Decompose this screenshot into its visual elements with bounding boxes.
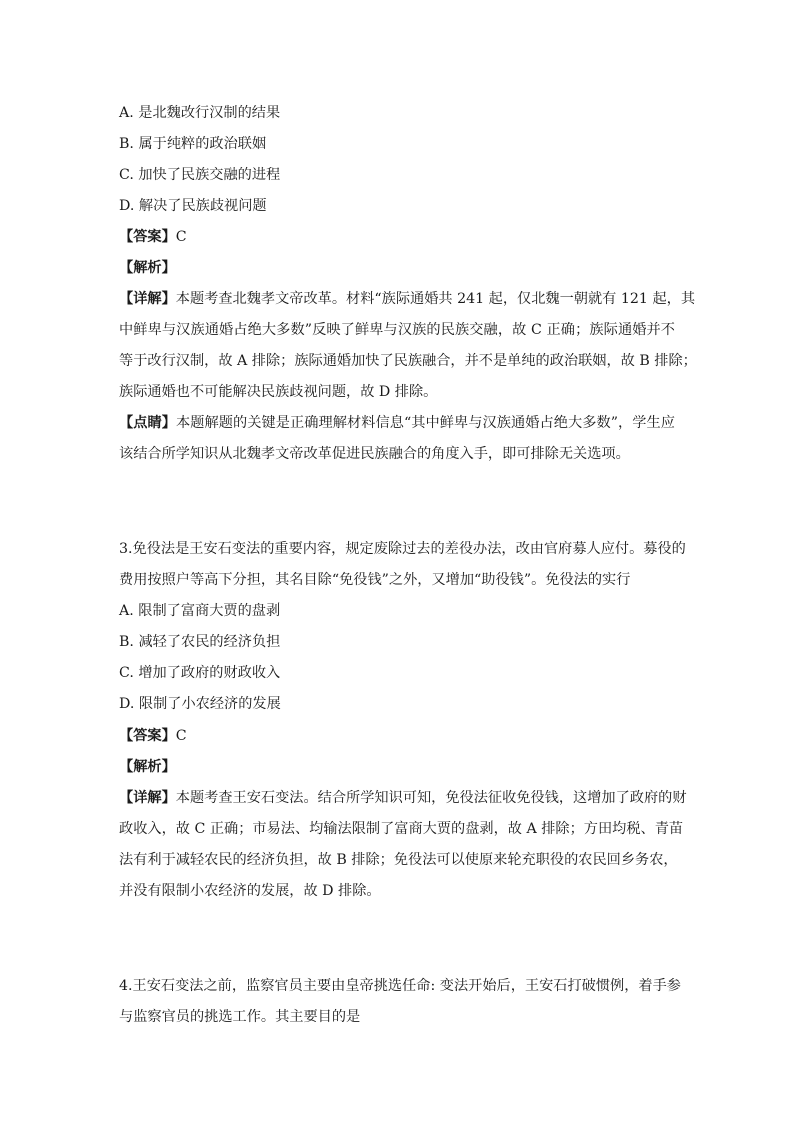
q2-answer-value: C [175, 229, 187, 245]
q3-analysis-tag: 【解析】 [119, 759, 176, 775]
q2-answer-tag: 【答案】 [119, 229, 176, 245]
q2-detail-line-3: 等于改行汉制，故 A 排除；族际通婚加快了民族融合，并不是单纯的政治联姻，故 B 排除； [119, 353, 697, 369]
q3-option-d: D. 限制了小农经济的发展 [119, 696, 281, 712]
q3-stem-line-2: 费用按照户等高下分担，其名目除“免役钱”之外，又增加“助役钱”。免役法的实行 [119, 572, 631, 588]
q2-option-a: A. 是北魏改行汉制的结果 [119, 105, 281, 121]
q3-option-c: C. 增加了政府的财政收入 [119, 665, 281, 681]
q2-detail-text-1: 本题考查北魏孝文帝改革。材料“族际通婚共 241 起，仅北魏一朝就有 121 起，其 [175, 291, 696, 307]
q2-option-d: D. 解决了民族歧视问题 [119, 198, 267, 214]
q2-analysis-tag: 【解析】 [119, 260, 176, 276]
q3-option-a: A. 限制了富商大贾的盘剥 [119, 603, 281, 619]
q3-detail-line-4: 并没有限制小农经济的发展，故 D 排除。 [119, 883, 381, 899]
q3-detail-line-3: 法有利于减轻农民的经济负担，故 B 排除；免役法可以使原来轮充职役的农民回乡务农， [119, 852, 678, 868]
q2-detail-tag: 【详解】 [119, 291, 176, 307]
q3-answer-value: C [175, 728, 187, 744]
q3-stem-line-1: 3.免役法是王安石变法的重要内容，规定废除过去的差役办法，改由官府募人应付。募役的 [119, 541, 686, 557]
q2-tip-line-2: 该结合所学知识从北魏孝文帝改革促进民族融合的角度入手，即可排除无关选项。 [119, 446, 630, 462]
q2-option-c: C. 加快了民族交融的进程 [119, 167, 281, 183]
q2-tip-tag: 【点睛】 [119, 415, 176, 431]
q2-detail-line-2: 中鲜卑与汉族通婚占绝大多数”反映了鲜卑与汉族的民族交融，故 C 正确；族际通婚并不 [119, 322, 675, 338]
q3-option-b: B. 减轻了农民的经济负担 [119, 634, 281, 650]
q3-detail-line-1 [119, 788, 687, 808]
q3-detail-line-2: 政收入，故 C 正确；市易法、均输法限制了富商大贾的盘剥，故 A 排除；方田均税、青苗 [119, 821, 684, 837]
q2-tip-line-1 [119, 413, 675, 433]
q3-answer-tag: 【答案】 [119, 728, 176, 744]
q3-detail-tag: 【详解】 [119, 790, 176, 806]
q3-detail-text-1: 本题考查王安石变法。结合所学知识可知，免役法征收免役钱，这增加了政府的财 [175, 790, 687, 806]
q2-option-b: B. 属于纯粹的政治联姻 [119, 136, 267, 152]
q3-answer [119, 726, 187, 746]
q4-stem-line-2: 与监察官员的挑选工作。其主要目的是 [119, 1009, 361, 1025]
q4-stem-line-1: 4.王安石变法之前，监察官员主要由皇帝挑选任命: 变法开始后，王安石打破惯例，着手参 [119, 978, 681, 994]
q2-answer [119, 227, 187, 247]
q2-detail-line-1 [119, 289, 696, 309]
q2-tip-text-1: 本题解题的关键是正确理解材料信息“其中鲜卑与汉族通婚占绝大多数”，学生应 [176, 415, 675, 431]
q2-detail-line-4: 族际通婚也不可能解决民族歧视问题，故 D 排除。 [119, 384, 438, 400]
